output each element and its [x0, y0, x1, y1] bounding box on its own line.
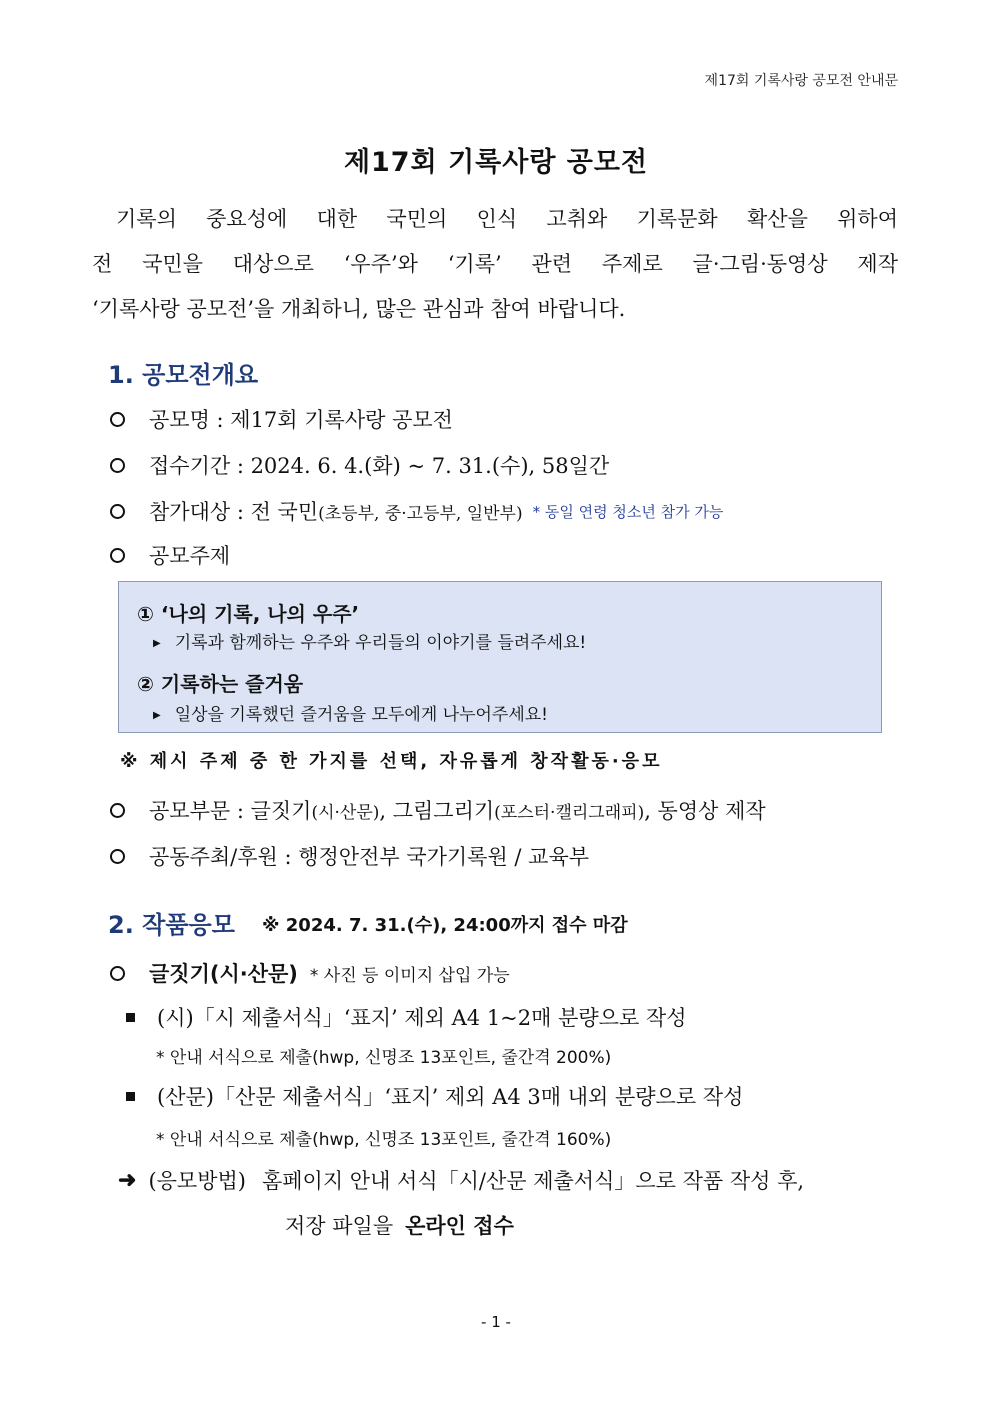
circle-bullet-icon	[110, 803, 125, 818]
theme-1-desc: 기록과 함께하는 우주와 우리들의 이야기를 들려주세요!	[174, 633, 587, 653]
method-line-2-pre: 저장 파일을	[285, 1214, 394, 1238]
square-bullet-icon	[126, 1092, 135, 1101]
category-detail-1: (시·산문)	[311, 802, 380, 823]
target: 참가대상 : 전 국민	[149, 500, 319, 524]
category-mid: , 그림그리기	[379, 799, 495, 823]
square-bullet-icon	[126, 1013, 135, 1022]
method-label: (응모방법)	[148, 1169, 246, 1193]
method-row-2	[285, 1210, 514, 1240]
arrow-right-icon: ➜	[118, 1167, 137, 1193]
poem-rule: (시)「시 제출서식」‘표지’ 제외 A4 1~2매 분량으로 작성	[157, 1006, 687, 1030]
theme-1-desc-row	[153, 628, 586, 653]
circle-bullet-icon	[110, 504, 125, 519]
circle-bullet-icon	[110, 966, 125, 981]
prose-row	[126, 1081, 743, 1111]
theme-notice: ※ 제시 주제 중 한 가지를 선택, 자유롭게 창작활동·응모	[120, 751, 663, 772]
writing-label: 글짓기(시·산문)	[149, 962, 298, 986]
intro-line-3: ‘기록사랑 공모전’을 개최하니, 많은 관심과 참여 바랍니다.	[92, 297, 626, 321]
target-detail: (초등부, 중·고등부, 일반부)	[318, 503, 523, 524]
period: 접수기간 : 2024. 6. 4.(화) ~ 7. 31.(수), 58일간	[149, 454, 610, 478]
intro-line-1: 기록의 중요성에 대한 국민의 인식 고취와 기록문화 확산을 위하여	[116, 207, 898, 231]
poem-note: * 안내 서식으로 제출(hwp, 신명조 13포인트, 줄간격 200%)	[156, 1048, 612, 1068]
target-row	[110, 496, 723, 526]
prose-rule: (산문)「산문 제출서식」‘표지’ 제외 A4 3매 내외 분량으로 작성	[157, 1085, 744, 1109]
theme-label-row	[110, 540, 230, 570]
circle-bullet-icon	[110, 412, 125, 427]
category: 공모부문 : 글짓기	[149, 799, 312, 823]
host: 공동주최/후원 : 행정안전부 국가기록원 / 교육부	[149, 845, 590, 869]
poem-row	[126, 1002, 687, 1032]
method-line-2-bold: 온라인 접수	[405, 1213, 514, 1238]
theme-2-desc-row	[153, 700, 548, 725]
prose-note: * 안내 서식으로 제출(hwp, 신명조 13포인트, 줄간격 160%)	[156, 1130, 612, 1150]
theme-box	[118, 581, 882, 733]
category-row	[110, 795, 766, 825]
theme-2-heading: ② 기록하는 즐거움	[137, 672, 304, 696]
category-detail-2: (포스터·캘리그래피)	[494, 802, 645, 823]
theme-label: 공모주제	[149, 544, 231, 568]
theme-1-heading: ① ‘나의 기록, 나의 우주’	[137, 602, 360, 626]
page-number: - 1 -	[481, 1313, 511, 1331]
triangle-bullet-icon: ▶	[153, 637, 161, 649]
triangle-bullet-icon: ▶	[153, 709, 161, 721]
header-note: 제17회 기록사랑 공모전 안내문	[704, 73, 898, 89]
period-row	[110, 450, 609, 480]
intro-line-2: 전 국민을 대상으로 ‘우주’와 ‘기록’ 관련 주제로 글·그림·동영상 제작	[92, 252, 898, 276]
circle-bullet-icon	[110, 458, 125, 473]
circle-bullet-icon	[110, 849, 125, 864]
category-end: , 동영상 제작	[644, 799, 766, 823]
section-1-title: 1. 공모전개요	[108, 361, 259, 389]
writing-row	[110, 958, 510, 988]
host-row	[110, 841, 589, 871]
page-title: 제17회 기록사랑 공모전	[343, 147, 649, 178]
circle-bullet-icon	[110, 548, 125, 563]
section-2-title: 2. 작품응모	[108, 911, 235, 939]
intro-paragraph	[92, 197, 898, 332]
target-note: * 동일 연령 청소년 참가 가능	[532, 502, 724, 521]
contest-name-row	[110, 404, 453, 434]
theme-2-desc: 일상을 기록했던 즐거움을 모두에게 나누어주세요!	[174, 705, 548, 725]
method-row	[118, 1165, 804, 1195]
writing-note: * 사진 등 이미지 삽입 가능	[309, 965, 510, 986]
deadline-notice: ※ 2024. 7. 31.(수), 24:00까지 접수 마감	[262, 915, 628, 936]
contest-name: 공모명 : 제17회 기록사랑 공모전	[149, 408, 453, 432]
method-text: 홈페이지 안내 서식「시/산문 제출서식」으로 작품 작성 후,	[261, 1169, 805, 1193]
